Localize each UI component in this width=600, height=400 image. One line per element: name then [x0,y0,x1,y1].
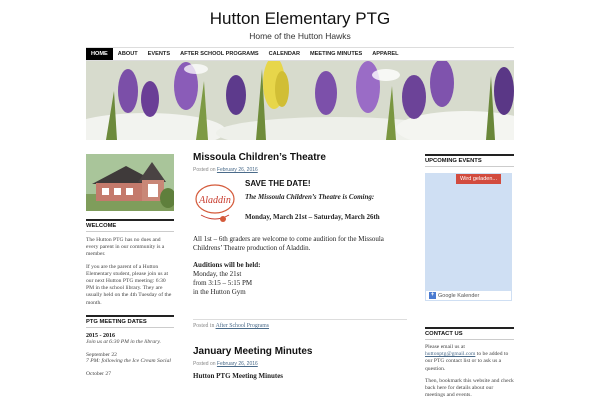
welcome-text-1: The Hutton PTG has no dues and every parent in our community is a member. [86,237,165,258]
contact-text-1 [425,344,514,373]
category-link[interactable]: After School Programs [215,323,270,329]
post2-date-link[interactable]: February 26, 2016 [216,361,258,367]
google-calendar-logo[interactable]: Google Kalender [438,292,480,299]
dates-join-note: Join us at 6:30 PM in the library. [86,338,161,345]
contact-email-link[interactable]: huttonptg@gmail.com [425,351,476,358]
meeting-date-2: October 27 [86,370,112,377]
contact-suffix: to be added to our PTG contact list or to ask us a question. [425,351,509,372]
welcome-text-2: If you are the parent of a Hutton Elementary student, please join us at our next Hutton PTG meeting: 6:30 PM in the school library. They are usually held on the 4th Tuesday of the month. [86,263,172,306]
main-nav [86,47,514,61]
theatre-coming-line: The Missoula Children’s Theatre is Coming: [245,193,375,201]
nav-item-about[interactable]: ABOUT [117,51,138,57]
post-title-missoula[interactable]: Missoula Children’s Theatre [193,152,326,163]
site-description: Home of the Hutton Hawks [249,31,351,41]
post2-meta-prefix: Posted on [193,361,216,367]
welcome-widget-title: WELCOME [86,219,174,232]
auditions-title: Auditions will be held: [193,261,261,269]
nav-item-events[interactable]: EVENTS [147,51,171,57]
nav-item-calendar[interactable]: CALENDAR [268,51,300,57]
site-title[interactable]: Hutton Elementary PTG [209,9,391,28]
nav-item-after-school-programs[interactable]: AFTER SCHOOL PROGRAMS [180,51,259,57]
meeting-date-1: September 22 [86,351,117,358]
audition-time: from 3:15 – 5:15 PM [193,279,253,287]
post-meta-prefix: Posted on [193,167,216,173]
nav-item-home[interactable]: HOME [86,48,113,60]
post-footer [193,319,407,329]
audition-location: in the Hutton Gym [193,288,246,296]
post2-meta [193,361,407,367]
contact-prefix: Please email us at [425,344,465,350]
aladdin-logo [193,179,237,227]
header-image [86,61,514,140]
dates-year: 2015 - 2016 [86,332,115,339]
google-plus-icon[interactable]: + [430,292,435,298]
calendar-footer [425,290,512,301]
left-sidebar [86,154,174,377]
crocus-flowers-image [86,61,514,140]
post2-first-line: Hutton PTG Meeting Minutes [193,372,284,380]
post-meta [193,167,407,173]
contact-us-title: CONTACT US [425,327,514,340]
aladdin-logo-text: Aladdin [199,195,231,206]
meeting-dates-title: PTG MEETING DATES [86,315,174,328]
meeting-date-1-note: 7 PM: following the Ice Cream Social [86,357,171,364]
audition-day: Monday, the 21st [193,270,242,278]
posted-in-prefix: Posted in [193,323,215,329]
post-title-january-minutes[interactable]: January Meeting Minutes [193,346,313,357]
save-the-date: SAVE THE DATE! [245,179,311,188]
right-sidebar [425,154,514,399]
post-date-link[interactable]: February 26, 2016 [216,167,258,173]
nav-item-apparel[interactable]: APPAREL [372,51,399,57]
google-calendar-embed[interactable] [425,173,512,301]
main-content [193,152,407,381]
school-building-image [86,154,174,211]
audition-paragraph: All 1st – 6th graders are welcome to come audition for the Missoula Childrens’ Theatre production of Aladdin. [193,235,384,252]
nav-item-meeting-minutes[interactable]: MEETING MINUTES [309,51,363,57]
upcoming-events-title: UPCOMING EVENTS [425,154,514,167]
loading-badge: Wird geladen... [456,174,501,184]
contact-text-2: Then, bookmark this website and check back here for details about our meetings and events. [425,377,514,399]
dates-line: Monday, March 21st – Saturday, March 26th [245,213,380,221]
